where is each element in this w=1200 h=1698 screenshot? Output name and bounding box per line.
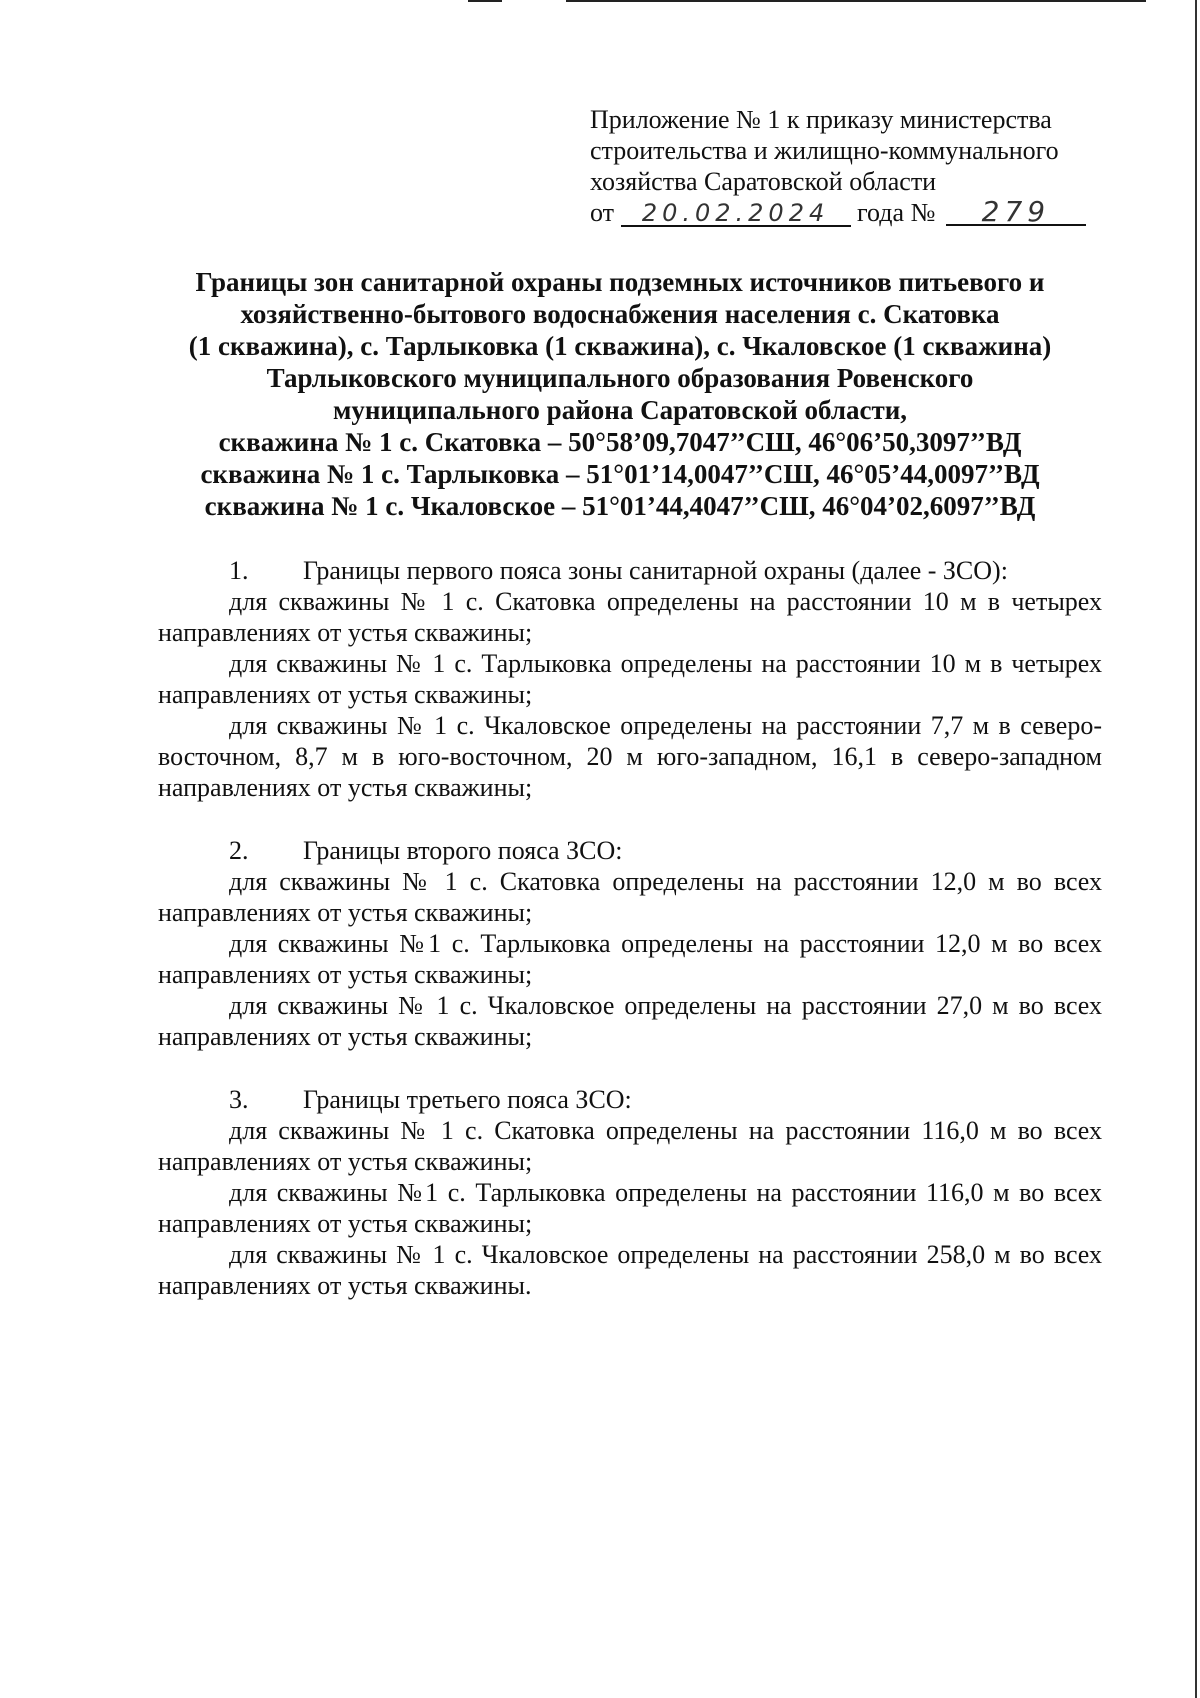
paragraph: для скважины №1 с. Тарлыковка определены на расстоянии 12,0 м во всех направлениях от устья скважины; — [158, 929, 1102, 989]
section-heading-text: Границы третьего пояса ЗСО: — [303, 1085, 632, 1114]
title-line: скважина № 1 с. Чкаловское – 51°01’44,4047’’СШ, 46°04’02,6097’’ВД — [204, 491, 1036, 521]
section-spacer — [158, 1052, 1102, 1084]
paragraph: для скважины № 1 с. Скатовка определены на расстоянии 12,0 м во всех направлениях от устья скважины; — [158, 867, 1102, 927]
date-prefix: от — [590, 198, 615, 227]
section-heading-3 — [158, 1084, 1102, 1115]
document-title — [120, 266, 1120, 522]
scan-artifact-top-left — [468, 0, 502, 2]
order-date-number-row — [590, 197, 1110, 228]
title-line: скважина № 1 с. Тарлыковка – 51°01’14,0047’’СШ, 46°05’44,0097’’ВД — [200, 459, 1040, 489]
section-heading-text: Границы первого пояса зоны санитарной охраны (далее - ЗСО): — [303, 556, 1008, 585]
scan-artifact-top — [566, 0, 1146, 2]
header-line: хозяйства Саратовской области — [590, 167, 937, 196]
section-number: 1. — [229, 556, 249, 585]
title-line: скважина № 1 с. Скатовка – 50°58’09,7047’’СШ, 46°06’50,3097’’ВД — [218, 427, 1022, 457]
title-line: муниципального района Саратовской области, — [332, 395, 908, 425]
section-heading-2 — [158, 835, 1102, 866]
handwritten-date: 20.02.2024 — [621, 201, 851, 227]
title-line: Границы зон санитарной охраны подземных источников питьевого и — [195, 267, 1045, 297]
paragraph: для скважины № 1 с. Чкаловское определены на расстоянии 258,0 м во всех направлениях от устья скважины. — [158, 1240, 1102, 1300]
paragraph: для скважины № 1 с. Чкаловское определены на расстоянии 27,0 м во всех направлениях от устья скважины; — [158, 991, 1102, 1051]
paragraph: для скважины № 1 с. Скатовка определены на расстоянии 116,0 м во всех направлениях от устья скважины; — [158, 1116, 1102, 1176]
paragraph: для скважины № 1 с. Чкаловское определены на расстоянии 7,7 м в северо-восточном, 8,7 м в юго-восточном, 20 м юго-западном, 16,1 в северо-западном направлениях от устья скважины; — [158, 711, 1102, 802]
section-heading-text: Границы второго пояса ЗСО: — [303, 836, 623, 865]
appendix-header — [590, 104, 1110, 228]
header-line: строительства и жилищно-коммунального — [590, 136, 1059, 165]
title-line: (1 скважина), с. Тарлыковка (1 скважина), с. Чкаловское (1 скважина) — [188, 331, 1052, 361]
paragraph: для скважины №1 с. Тарлыковка определены на расстоянии 116,0 м во всех направлениях от устья скважины; — [158, 1178, 1102, 1238]
section-heading-1 — [158, 555, 1102, 586]
paragraph: для скважины № 1 с. Тарлыковка определены на расстоянии 10 м в четырех направлениях от устья скважины; — [158, 649, 1102, 709]
header-line: Приложение № 1 к приказу министерства — [590, 105, 1052, 134]
document-body — [158, 555, 1102, 1301]
number-label: года № — [857, 198, 936, 227]
section-number: 2. — [229, 836, 249, 865]
handwritten-order-number: 279 — [946, 200, 1086, 226]
title-line: хозяйственно-бытового водоснабжения населения с. Скатовка — [240, 299, 1000, 329]
section-number: 3. — [229, 1085, 249, 1114]
section-spacer — [158, 803, 1102, 835]
scan-artifact-right-edge — [1195, 0, 1197, 1698]
title-line: Тарлыковского муниципального образования Ровенского — [266, 363, 974, 393]
paragraph: для скважины № 1 с. Скатовка определены на расстоянии 10 м в четырех направлениях от устья скважины; — [158, 587, 1102, 647]
